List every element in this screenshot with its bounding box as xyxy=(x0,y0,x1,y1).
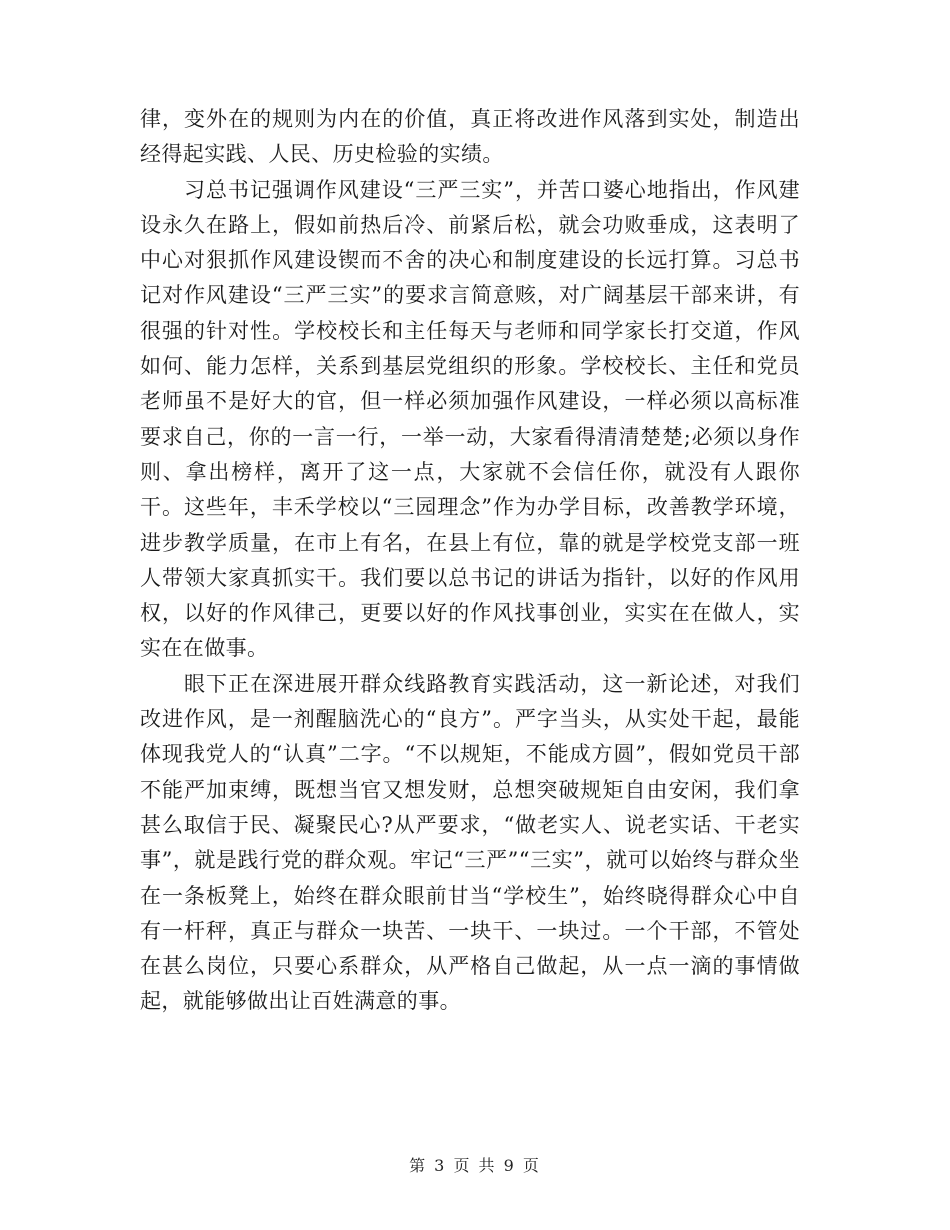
footer-middle: 页 共 xyxy=(453,1156,497,1175)
footer-prefix: 第 xyxy=(409,1156,428,1175)
paragraph-continued: 律，变外在的规则为内在的价值，真正将改进作风落到实处，制造出经得起实践、人民、历史检验的实绩。 xyxy=(140,107,800,167)
page-body xyxy=(140,102,800,1020)
page-number-footer xyxy=(0,1153,950,1176)
footer-total-pages: 9 xyxy=(503,1156,516,1175)
paragraph-three-stricts: 习总书记强调作风建设“三严三实”，并苦口婆心地指出，作风建设永久在路上，假如前热后冷、前紧后松，就会功败垂成，这表明了中心对狠抓作风建设锲而不舍的决心和制度建设的长远打算。习总书记对作风建设“三严三实”的要求言简意赅，对广阔基层干部来讲，有很强的针对性。学校校长和主任每天与老师和同学家长打交道，作风如何、能力怎样，关系到基层党组织的形象。学校校长、主任和党员老师虽不是好大的官，但一样必须加强作风建设，一样必须以高标准要求自己，你的一言一行，一举一动，大家看得清清楚楚;必须以身作则、拿出榜样，离开了这一点，大家就不会信任你，就没有人跟你干。这些年，丰禾学校以“三园理念”作为办学目标，改善教学环境，进步教学质量，在市上有名，在县上有位，靠的就是学校党支部一班人带领大家真抓实干。我们要以总书记的讲话为指针，以好的作风用权，以好的作风律己，更要以好的作风找事创业，实实在在做人，实实在在做事。 xyxy=(140,177,800,661)
paragraph-mass-line: 眼下正在深进展开群众线路教育实践活动，这一新论述，对我们改进作风，是一剂醒脑洗心的“良方”。严字当头，从实处干起，最能体现我党人的“认真”二字。“不以规矩，不能成方圆”，假如党员干部不能严加束缚，既想当官又想发财，总想突破规矩自由安闲，我们拿甚么取信于民、凝聚民心?从严要求，“做老实人、说老实话、干老实事”，就是践行党的群众观。牢记“三严”“三实”，就可以始终与群众坐在一条板凳上，始终在群众眼前甘当“学校生”，始终晓得群众心中自有一杆秤，真正与群众一块苦、一块干、一块过。一个干部，不管处在甚么岗位，只要心系群众，从严格自己做起，从一点一滴的事情做起，就能够做出让百姓满意的事。 xyxy=(140,671,800,1014)
footer-current-page: 3 xyxy=(434,1156,447,1175)
footer-suffix: 页 xyxy=(522,1156,541,1175)
